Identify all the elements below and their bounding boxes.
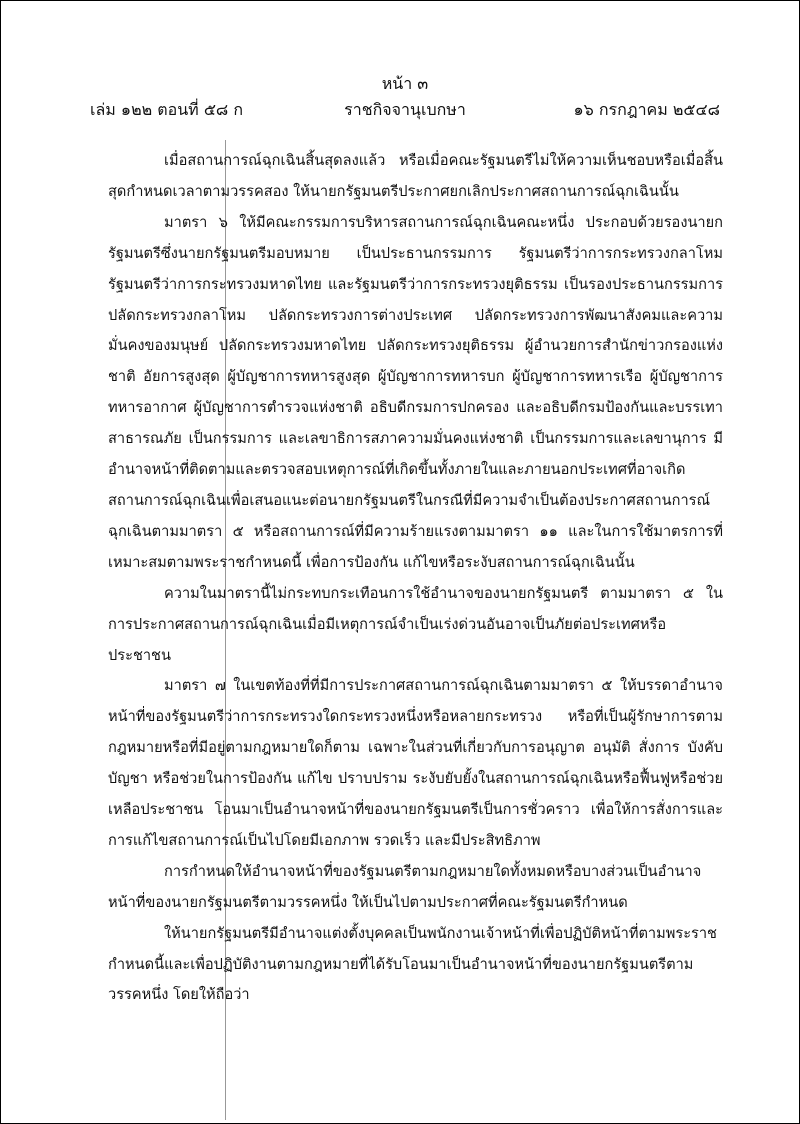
publication-date: ๑๖ กรกฎาคม ๒๕๔๘ [573,100,720,119]
paragraph-section-7: มาตรา ๗ ในเขตท้องที่ที่มีการประกาศสถานการณ์ฉุกเฉินตามมาตรา ๕ ให้บรรดาอำนาจหน้าที่ของรัฐมนตรีว่าการกระทรวงใดกระทรวงหนึ่งหรือหลายกระทรวง หรือที่เป็นผู้รักษาการตามกฎหมายหรือที่มีอยู่ตามกฎหมายใดก็ตาม เฉพาะในส่วนที่เกี่ยวกับการอนุญาต อนุมัติ สั่งการ บังคับบัญชา หรือช่วยในการป้องกัน แก้ไข ปราบปราม ระงับยับยั้งในสถานการณ์ฉุกเฉินหรือฟื้นฟูหรือช่วยเหลือประชาชน โอนมาเป็นอำนาจหน้าที่ของนายกรัฐมนตรีเป็นการชั่วคราว เพื่อให้การสั่งการและการแก้ไขสถานการณ์เป็นไปโดยมีเอกภาพ รวดเร็ว และมีประสิทธิภาพ [108,677,723,849]
document-body [108,146,723,1011]
gazette-name: ราชกิจจานุเบกษา [344,100,466,119]
paragraph-emergency-end: เมื่อสถานการณ์ฉุกเฉินสิ้นสุดลงแล้ว หรือเมื่อคณะรัฐมนตรีไม่ให้ความเห็นชอบหรือเมื่อสิ้นสุดกำหนดเวลาตามวรรคสอง ให้นายกรัฐมนตรีประกาศยกเลิกประกาศสถานการณ์ฉุกเฉินนั้น [108,152,723,200]
paragraph-section-7-clause-2: การกำหนดให้อำนาจหน้าที่ของรัฐมนตรีตามกฎหมายใดทั้งหมดหรือบางส่วนเป็นอำนาจหน้าที่ของนายกรัฐมนตรีตามวรรคหนึ่ง ให้เป็นไปตามประกาศที่คณะรัฐมนตรีกำหนด [108,862,702,911]
paragraph-section-6-clause: ความในมาตรานี้ไม่กระทบกระเทือนการใช้อำนาจของนายกรัฐมนตรี ตามมาตรา ๕ ในการประกาศสถานการณ์ฉุกเฉินเมื่อมีเหตุการณ์จำเป็นเร่งด่วนอันอาจเป็นภัยต่อประเทศหรือประชาชน [108,584,723,664]
paragraph-section-6: มาตรา ๖ ให้มีคณะกรรมการบริหารสถานการณ์ฉุกเฉินคณะหนึ่ง ประกอบด้วยรองนายกรัฐมนตรีซึ่งนายกรัฐมนตรีมอบหมาย เป็นประธานกรรมการ รัฐมนตรีว่าการกระทรวงกลาโหม รัฐมนตรีว่าการกระทรวงมหาดไทย และรัฐมนตรีว่าการกระทรวงยุติธรรม เป็นรองประธานกรรมการ ปลัดกระทรวงกลาโหม ปลัดกระทรวงการต่างประเทศ ปลัดกระทรวงการพัฒนาสังคมและความมั่นคงของมนุษย์ ปลัดกระทรวงมหาดไทย ปลัดกระทรวงยุติธรรม ผู้อำนวยการสำนักข่าวกรองแห่งชาติ อัยการสูงสุด ผู้บัญชาการทหารสูงสุด ผู้บัญชาการทหารบก ผู้บัญชาการทหารเรือ ผู้บัญชาการทหารอากาศ ผู้บัญชาการตำรวจแห่งชาติ อธิบดีกรมการปกครอง และอธิบดีกรมป้องกันและบรรเทาสาธารณภัย เป็นกรรมการ และเลขาธิการสภาความมั่นคงแห่งชาติ เป็นกรรมการและเลขานุการ มีอำนาจหน้าที่ติดตามและตรวจสอบเหตุการณ์ที่เกิดขึ้นทั้งภายในและภายนอกประเทศที่อาจเกิดสถานการณ์ฉุกเฉินเพื่อเสนอแนะต่อนายกรัฐมนตรีในกรณีที่มีความจำเป็นต้องประกาศสถานการณ์ฉุกเฉินตามมาตรา ๕ หรือสถานการณ์ที่มีความร้ายแรงตามมาตรา ๑๑ และในการใช้มาตรการที่เหมาะสมตามพระราชกำหนดนี้ เพื่อการป้องกัน แก้ไขหรือระงับสถานการณ์ฉุกเฉินนั้น [108,213,723,571]
page-number: หน้า ๓ [381,74,429,93]
volume-issue: เล่ม ๑๒๒ ตอนที่ ๕๘ ก [90,100,244,119]
paragraph-section-7-clause-3: ให้นายกรัฐมนตรีมีอำนาจแต่งตั้งบุคคลเป็นพนักงานเจ้าหน้าที่เพื่อปฏิบัติหน้าที่ตามพระราชกำหนดนี้และเพื่อปฏิบัติงานตามกฎหมายที่ได้รับโอนมาเป็นอำนาจหน้าที่ของนายกรัฐมนตรีตามวรรคหนึ่ง โดยให้ถือว่า [108,924,717,1004]
page-header [90,72,720,122]
